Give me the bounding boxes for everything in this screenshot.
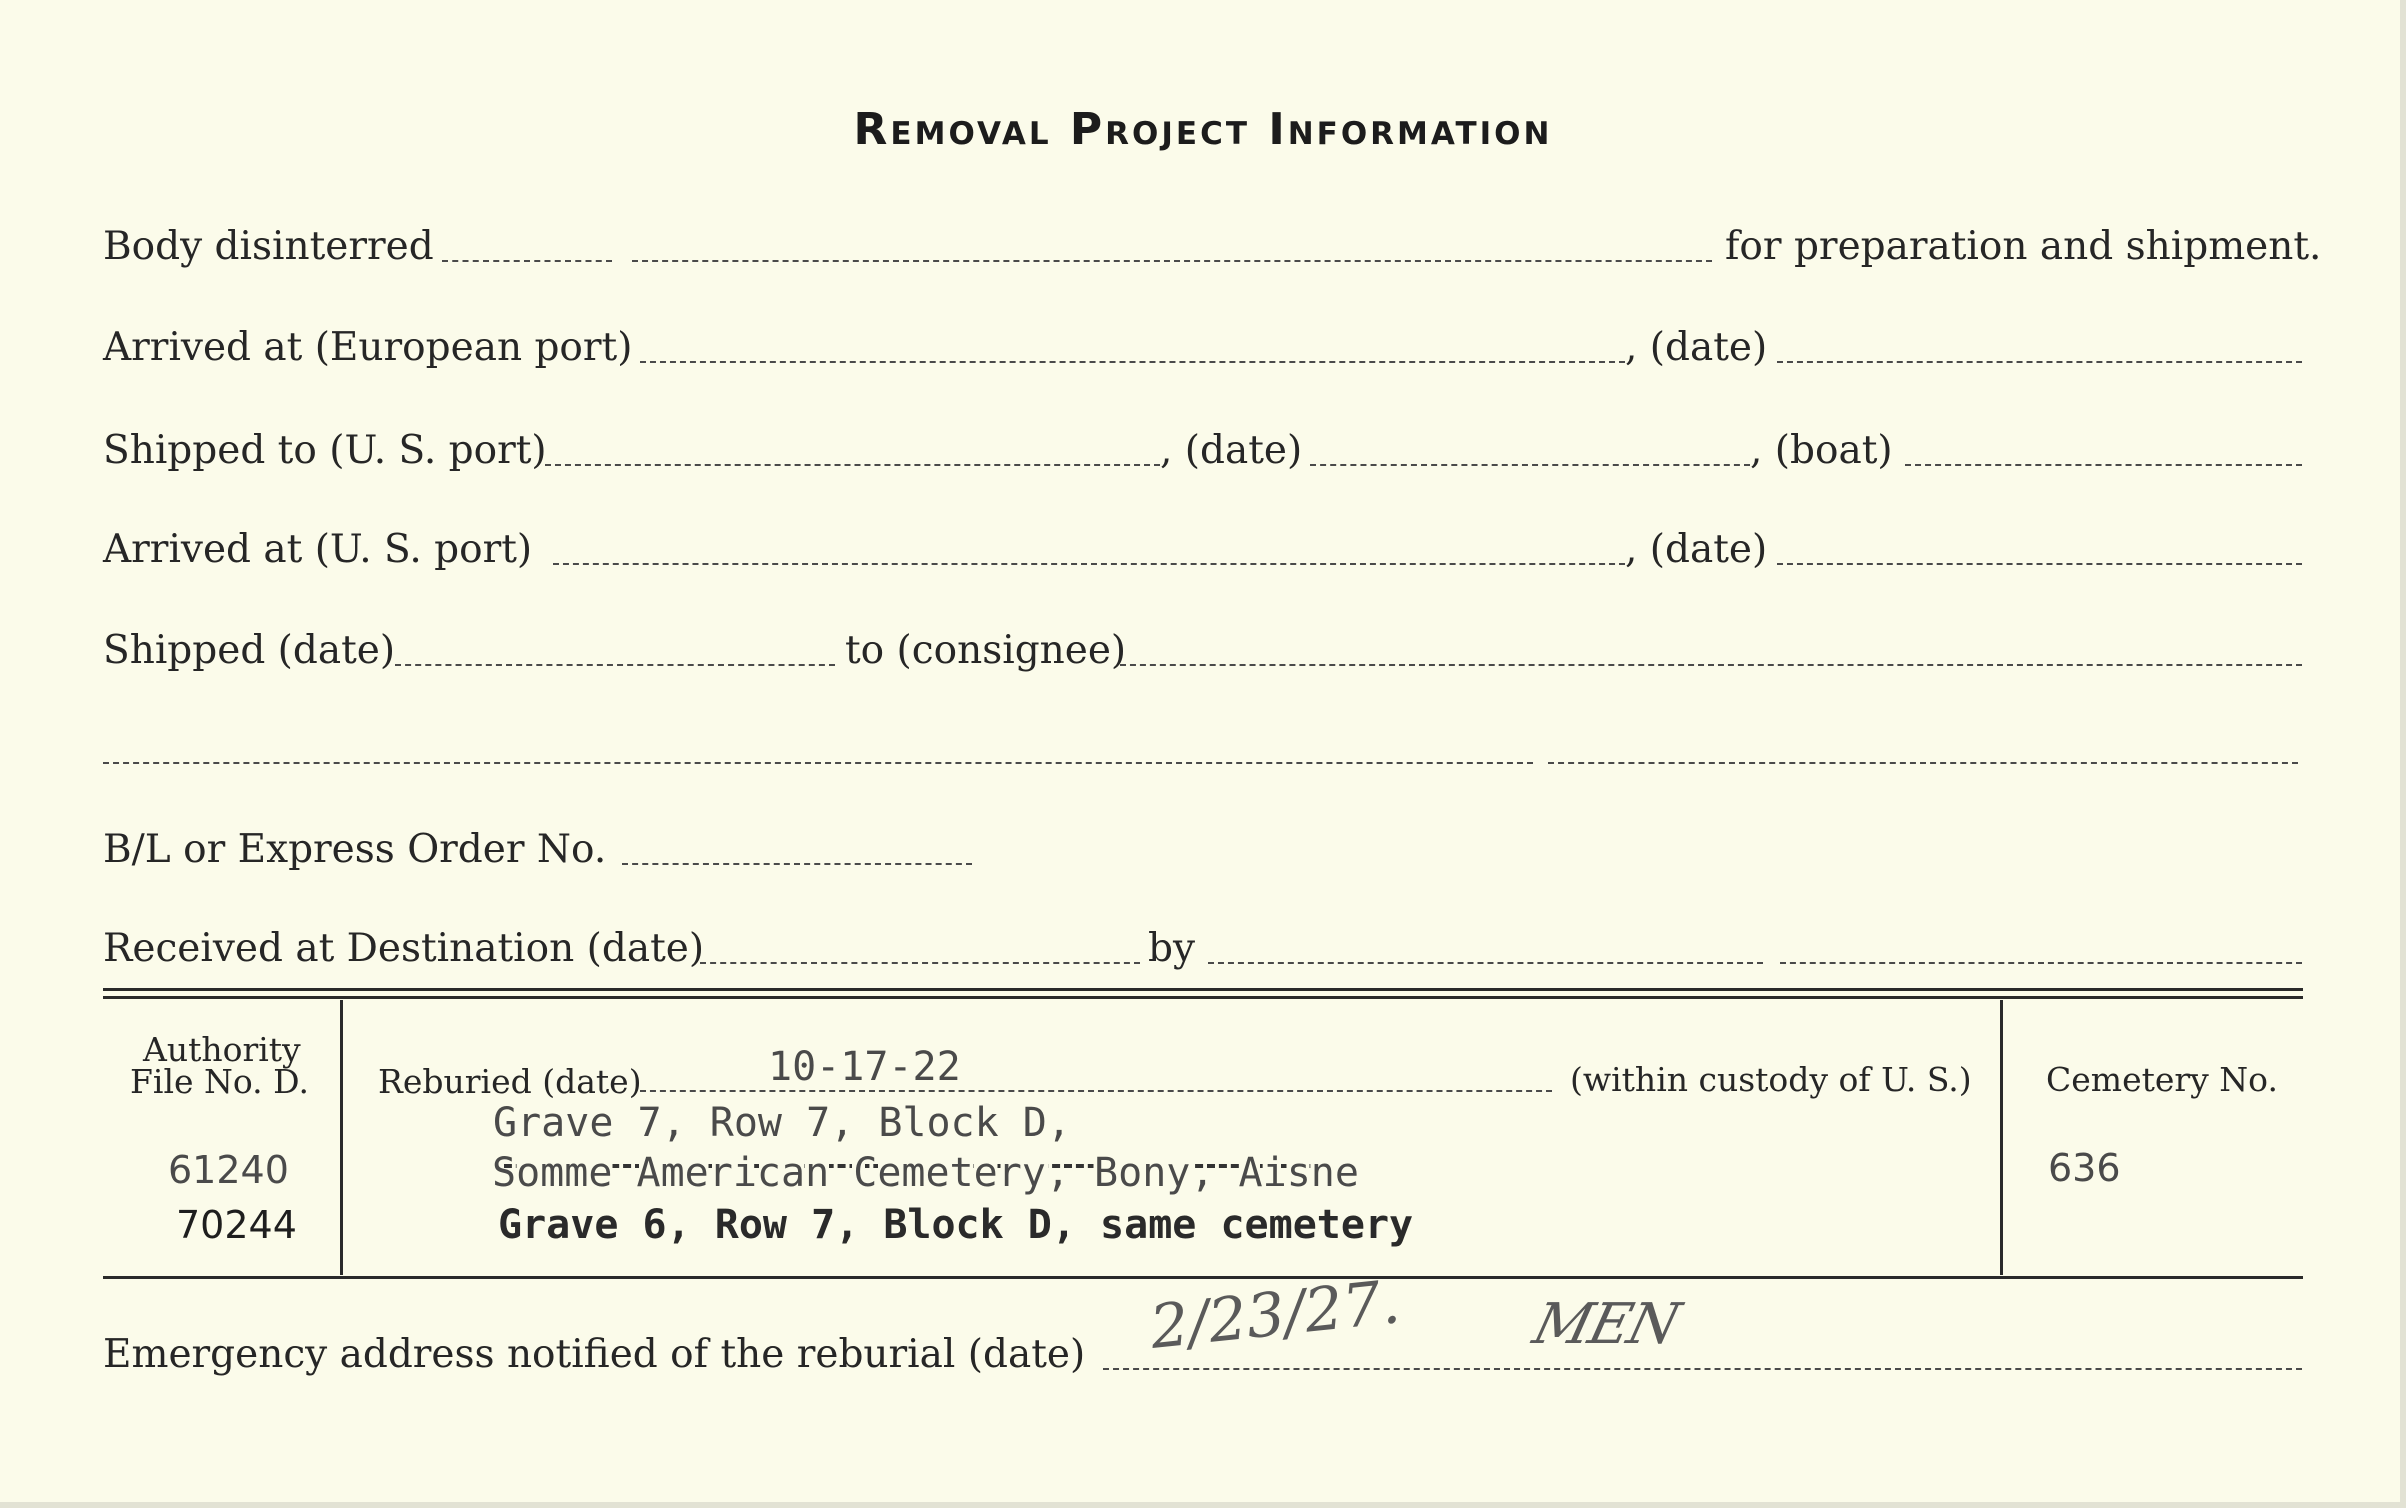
received-by-field-1[interactable] (1208, 962, 1763, 964)
shipped-date-label: Shipped (date) (103, 628, 396, 673)
grave-line-2: Somme American Cemetery, Bony, Aisne (492, 1150, 1359, 1196)
table-divider-right (2000, 1000, 2003, 1275)
table-bottom-rule (103, 1276, 2303, 1279)
received-by-label: by (1148, 926, 1195, 971)
received-destination-label: Received at Destination (date) (103, 926, 705, 971)
grave-line-3: Grave 6, Row 7, Block D, same cemetery (498, 1202, 1414, 1248)
body-disinterred-label: Body disinterred (103, 224, 434, 269)
consignee-label: to (consignee) (845, 628, 1127, 673)
consignee-field[interactable] (1120, 664, 2302, 666)
cemetery-no-label: Cemetery No. (2046, 1060, 2278, 1099)
consignee-continuation-field-2[interactable] (1548, 762, 2298, 764)
received-destination-date-field[interactable] (700, 962, 1140, 964)
boat-field[interactable] (1905, 464, 2302, 466)
arrived-us-date-field[interactable] (1777, 563, 2302, 565)
shipped-us-date-field[interactable] (1310, 464, 1750, 466)
card-title: Removal Project Information (853, 104, 1553, 155)
arrived-european-date-label: , (date) (1625, 325, 1768, 370)
bl-express-label: B/L or Express Order No. (103, 827, 607, 872)
table-top-rule-1 (103, 988, 2303, 991)
table-top-rule-2 (103, 996, 2303, 999)
arrived-us-date-label: , (date) (1625, 527, 1768, 572)
arrived-european-date-field[interactable] (1777, 361, 2302, 363)
arrived-us-port-field[interactable] (553, 563, 1625, 565)
received-by-field-2[interactable] (1780, 962, 2302, 964)
emergency-date-field[interactable] (1103, 1368, 2302, 1370)
shipped-us-date-label: , (date) (1160, 428, 1303, 473)
reburied-date-label: Reburied (date) (378, 1062, 642, 1101)
body-disinterred-field-2[interactable] (632, 260, 1712, 262)
cemetery-no-value: 636 (2048, 1146, 2121, 1190)
shipped-us-port-label: Shipped to (U. S. port) (103, 428, 547, 473)
grave-line-1: Grave 7, Row 7, Block D, (493, 1100, 1071, 1146)
file-number-1: 61240 (168, 1148, 289, 1192)
bl-express-field[interactable] (622, 863, 972, 865)
body-disinterred-field-1[interactable] (442, 260, 612, 262)
boat-label: , (boat) (1750, 428, 1893, 473)
file-no-label: File No. D. (130, 1062, 309, 1101)
arrived-european-field[interactable] (640, 361, 1625, 363)
arrived-european-label: Arrived at (European port) (103, 325, 633, 370)
emergency-handwritten-date: 2/23/27. (1147, 1267, 1404, 1363)
custody-label: (within custody of U. S.) (1570, 1060, 1972, 1099)
arrived-us-port-label: Arrived at (U. S. port) (103, 527, 533, 572)
file-number-2: 70244 (176, 1203, 297, 1247)
emergency-label: Emergency address notified of the reburial (date) (103, 1332, 1086, 1377)
table-divider-left (340, 1000, 343, 1275)
authority-label: Authority (143, 1030, 301, 1069)
shipped-us-port-field[interactable] (545, 464, 1160, 466)
emergency-handwritten-initials: MEN (1526, 1292, 1685, 1357)
shipped-date-field[interactable] (395, 664, 835, 666)
consignee-continuation-field-1[interactable] (103, 762, 1533, 764)
reburied-date-value: 10-17-22 (768, 1044, 961, 1090)
reburied-date-field[interactable] (640, 1090, 1552, 1092)
prep-shipment-label: for preparation and shipment. (1725, 224, 2322, 269)
